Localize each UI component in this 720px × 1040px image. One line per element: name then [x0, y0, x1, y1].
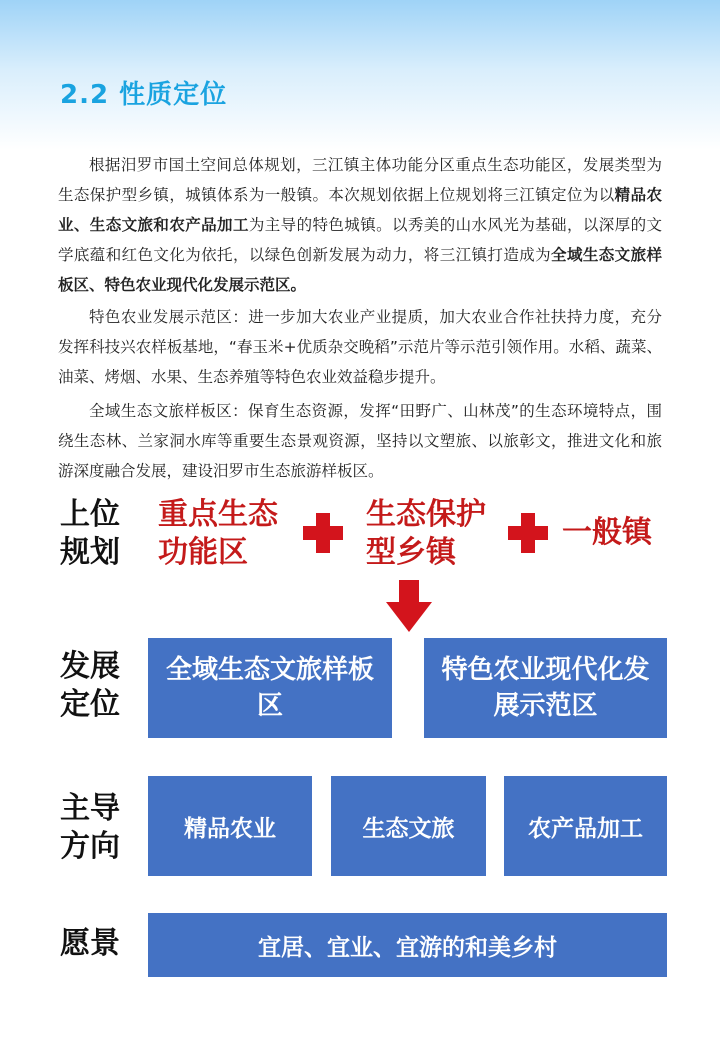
intro-text-1: 根据汨罗市国土空间总体规划，三江镇主体功能分区重点生态功能区，发展类型为生态保护型乡镇，城镇体系为一般镇。本次规划依据上位规划将三江镇定位为以 [58, 156, 662, 204]
upper-plan-ecological-function: 重点生态 功能区 [158, 497, 278, 570]
intro-bold-industries: 精品农业、生态文旅和农产品加工 [58, 186, 662, 234]
paragraph-agriculture: 特色农业发展示范区：进一步加大农业产业提质，加大农业合作社扶持力度，充分发挥科技兴农样板基地，“春玉米+优质杂交晚稻”示范片等示范引领作用。水稻、蔬菜、油菜、烤烟、水果、生态养殖等特色农业效益稳步提升。 [58, 308, 662, 386]
position-box-agriculture: 特色农业现代化发展示范区 [424, 638, 667, 738]
down-arrow-icon [386, 580, 432, 632]
direction-box-quality-agriculture: 精品农业 [148, 776, 312, 876]
row-label-leading-direction: 主导 方向 [60, 791, 120, 864]
paragraph-intro [58, 150, 662, 300]
direction-box-eco-tourism: 生态文旅 [331, 776, 486, 876]
section-title: 2.2 性质定位 [60, 80, 228, 110]
vision-box: 宜居、宜业、宜游的和美乡村 [148, 913, 667, 977]
row-label-vision: 愿景 [60, 926, 120, 961]
intro-bold-positioning: 全域生态文旅样板区、特色农业现代化发展示范区。 [58, 246, 662, 294]
position-box-ecotourism: 全域生态文旅样板区 [148, 638, 392, 738]
plus-icon [303, 513, 343, 553]
row-label-development-positioning: 发展 定位 [60, 649, 120, 722]
upper-plan-general-town: 一般镇 [562, 515, 652, 550]
plus-icon [508, 513, 548, 553]
intro-text-2: 为主导的特色城镇。以秀美的山水风光为基础，以深厚的文学底蕴和红色文化为依托，以绿色创新发展为动力，将三江镇打造成为 [58, 216, 662, 264]
row-label-upper-planning: 上位 规划 [60, 497, 120, 570]
direction-box-agri-processing: 农产品加工 [504, 776, 667, 876]
upper-plan-ecological-protection: 生态保护 型乡镇 [366, 497, 486, 570]
paragraph-ecotourism: 全域生态文旅样板区：保育生态资源，发挥“田野广、山林茂”的生态环境特点，围绕生态林、兰家洞水库等重要生态景观资源，坚持以文塑旅、以旅彰文，推进文化和旅游深度融合发展，建设汨罗市生态旅游样板区。 [58, 402, 662, 480]
